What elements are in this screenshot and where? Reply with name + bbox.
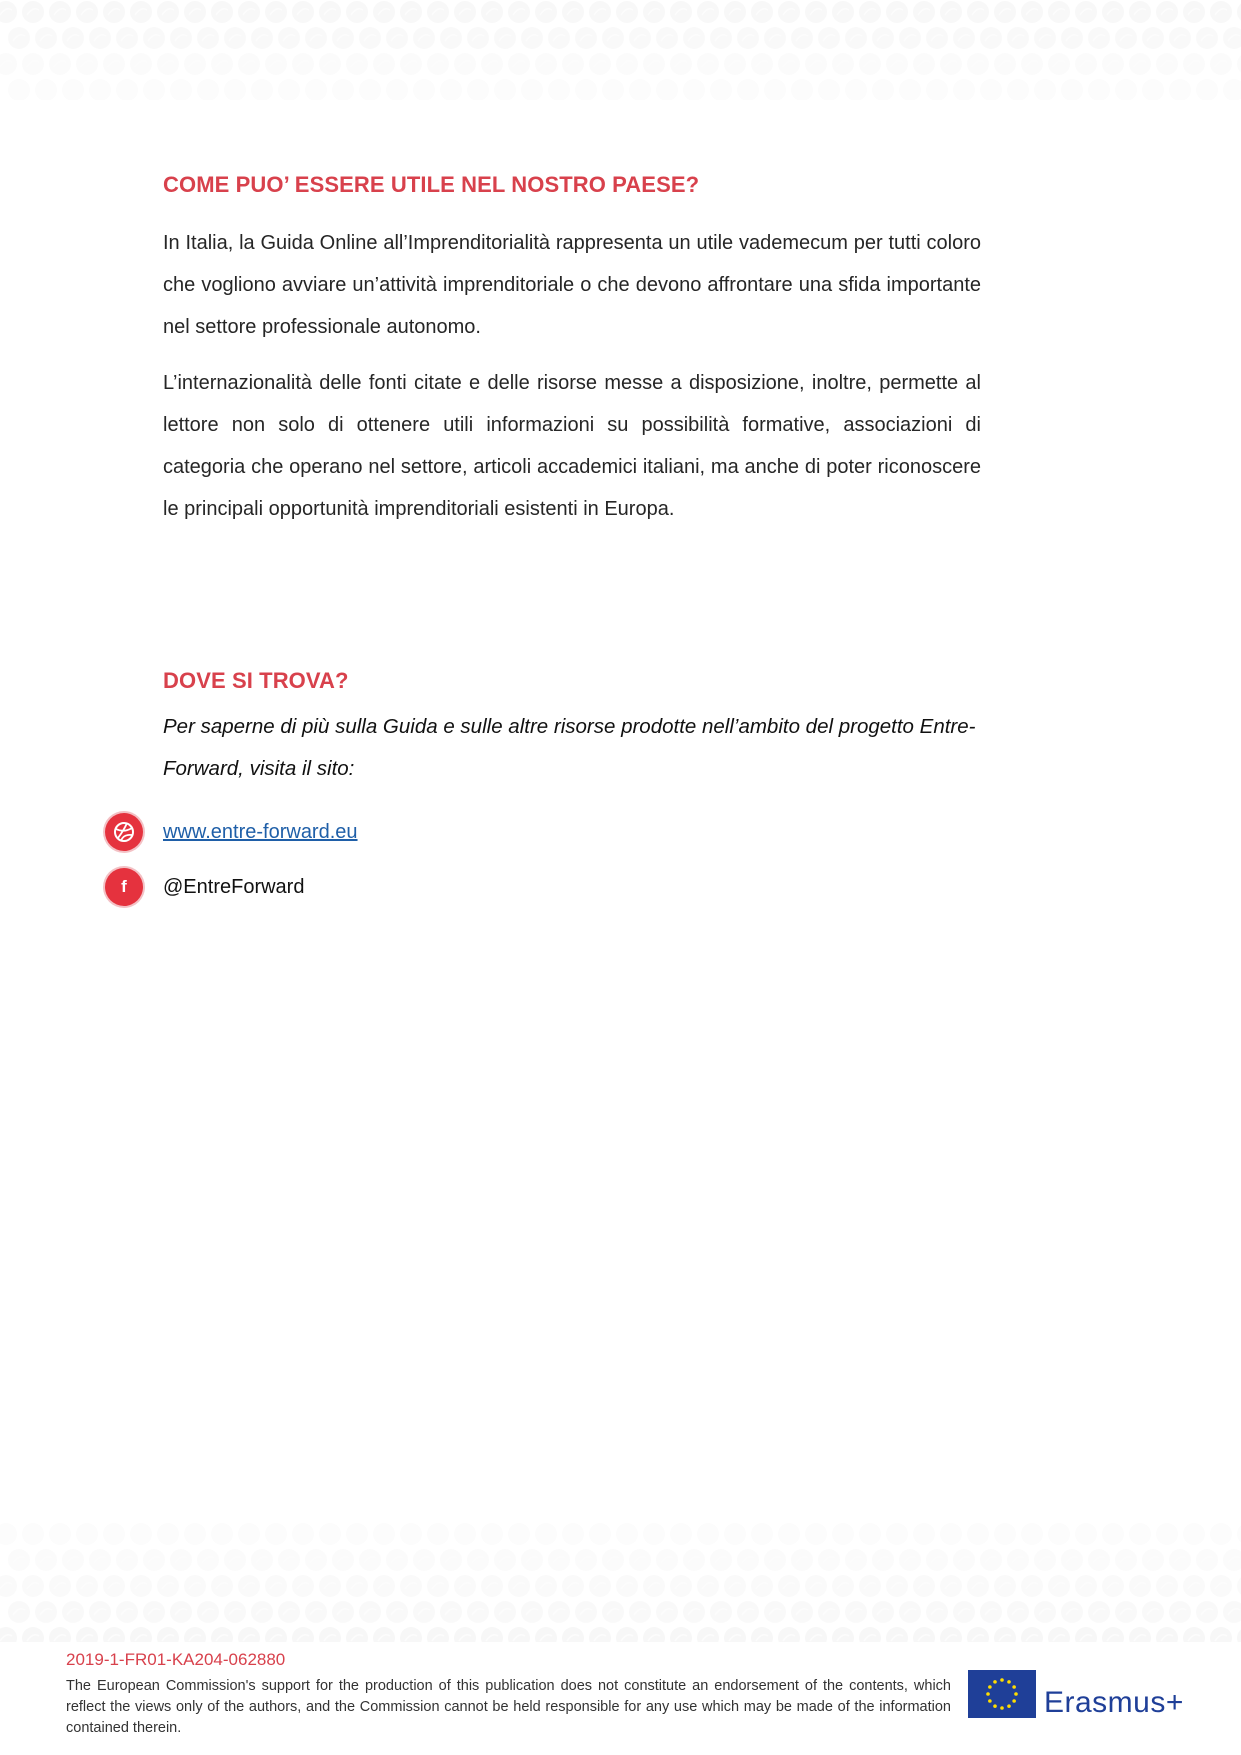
website-link[interactable]: www.entre-forward.eu — [163, 820, 358, 843]
paragraph-italy-guide: In Italia, la Guida Online all’Imprenditorialità rappresenta un utile vademecum per tutti coloro che vogliono avviare un’attività imprenditoriale o che devono affrontare una sfida importante nel settore professionale autonomo. — [163, 232, 981, 338]
location-intro: Per saperne di più sulla Guida e sulle altre risorse prodotte nell’ambito del progetto Entre-Forward, visita il sito: — [163, 715, 976, 780]
link-row-website[interactable] — [105, 813, 358, 851]
erasmus-wordmark: Erasmus+ — [1044, 1686, 1184, 1719]
paragraph-internationality: L’internazionalità delle fonti citate e delle risorse messe a disposizione, inoltre, permette al lettore non solo di ottenere utili informazioni su possibilità formative, associazioni di categoria che operano nel settore, articoli accademici italiani, ma anche di poter riconoscere le principali opportunità imprenditoriali esistenti in Europa. — [163, 372, 981, 520]
erasmus-logo — [968, 1670, 1184, 1718]
section-usefulness — [163, 172, 981, 530]
eu-disclaimer: The European Commission's support for the production of this publication does not constitute an endorsement of the contents, which reflect the views only of the authors, and the Commission cannot be held responsible for any use which may be made of the information contained therein. — [66, 1678, 951, 1736]
facebook-handle[interactable]: @EntreForward — [163, 875, 305, 898]
section-heading-usefulness: COME PUO’ ESSERE UTILE NEL NOSTRO PAESE? — [163, 172, 700, 197]
facebook-icon: f — [105, 868, 143, 906]
bottom-pattern-band — [0, 1522, 1241, 1642]
section-location — [163, 668, 981, 790]
link-row-facebook[interactable] — [105, 868, 305, 906]
section-heading-location: DOVE SI TROVA? — [163, 668, 349, 693]
globe-icon — [105, 813, 143, 851]
top-pattern-band — [0, 0, 1241, 100]
eu-flag-icon — [968, 1670, 1036, 1718]
project-code: 2019-1-FR01-KA204-062880 — [66, 1650, 286, 1669]
page-footer — [66, 1650, 1186, 1739]
